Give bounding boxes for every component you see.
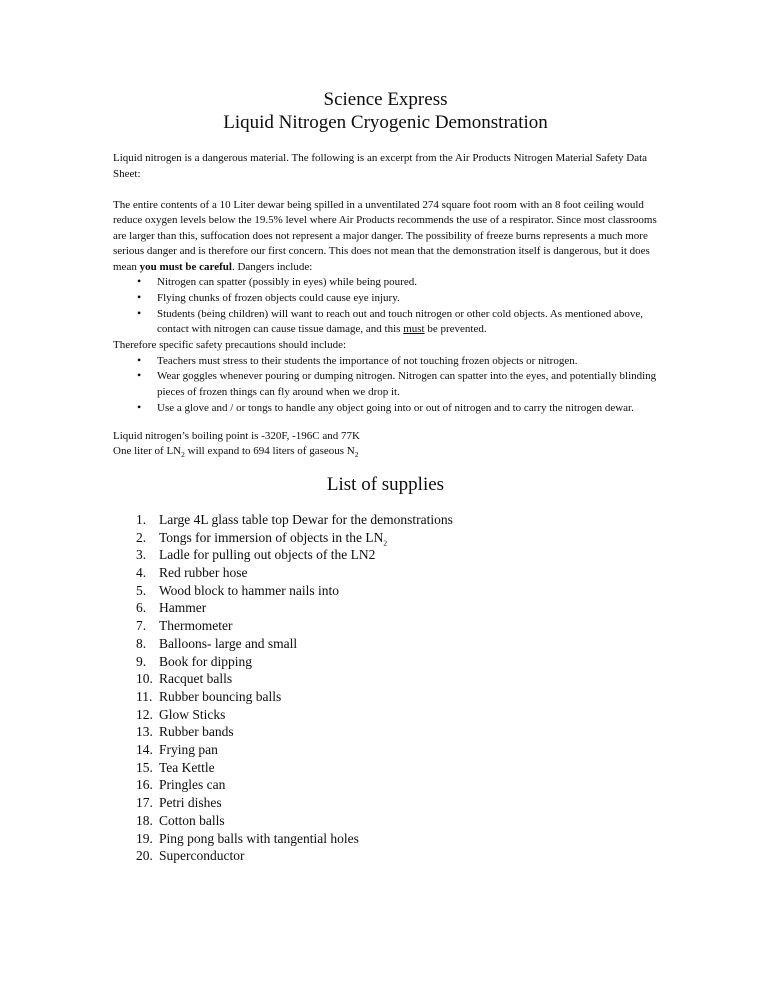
supply-item [113, 741, 658, 759]
text-segment: . Dangers include: [231, 260, 313, 273]
supply-item [113, 529, 658, 547]
item-text [159, 547, 375, 562]
item-number: 20. [136, 848, 153, 864]
item-number: 9. [136, 653, 147, 669]
supply-item [113, 564, 658, 582]
text-segment: Wear goggles whenever pouring or dumping nitrogen. Nitrogen can spatter into the eyes, and potentially blinding pieces of frozen things can fly around when we drop it. [157, 370, 657, 399]
item-text [159, 777, 225, 792]
supply-item [113, 812, 658, 830]
item-text [159, 565, 247, 580]
text-segment: Book for dipping [159, 653, 252, 669]
supply-item [113, 635, 658, 653]
item-text [159, 742, 218, 757]
title-line-2: Liquid Nitrogen Cryogenic Demonstration [223, 112, 548, 133]
text-segment: Petri dishes [159, 795, 222, 811]
bullet-item [113, 369, 658, 401]
item-number: 19. [136, 830, 153, 846]
item-text [159, 600, 206, 615]
text-segment: Rubber bouncing balls [159, 688, 282, 704]
text-segment: Ladle for pulling out objects of the LN2 [159, 547, 376, 563]
supply-item [113, 723, 658, 741]
dangers-list [113, 275, 658, 338]
text-segment: Thermometer [159, 618, 233, 634]
item-number: 2. [136, 529, 147, 545]
supply-item [113, 582, 658, 600]
item-text [159, 848, 244, 863]
supplies-list [113, 511, 658, 865]
msds-excerpt-paragraph [113, 198, 658, 276]
item-text [159, 707, 225, 722]
item-number: 10. [136, 671, 153, 687]
supply-item [113, 670, 658, 688]
item-text [159, 512, 453, 527]
text-segment: Students (being children) will want to reach out and touch nitrogen or other cold objects. As mentioned above, contact with nitrogen can cause tissue damage, and this [157, 307, 644, 336]
supply-item [113, 511, 658, 529]
text-segment: Ping pong balls with tangential holes [159, 830, 359, 846]
text-segment: Racquet balls [159, 671, 233, 687]
text-segment: Rubber bands [159, 724, 234, 740]
text-segment: Tea Kettle [159, 759, 215, 775]
text-segment: Frying pan [159, 742, 218, 758]
supply-item [113, 830, 658, 848]
text-segment: 2 [181, 450, 185, 460]
item-number: 11. [136, 688, 153, 704]
text-segment: Liquid nitrogen’s boiling point is -320F, -196C and 77K [113, 429, 360, 442]
supply-item [113, 759, 658, 777]
supply-item [113, 847, 658, 865]
item-text [157, 308, 643, 336]
nitrogen-facts [113, 429, 658, 460]
bullet-item [113, 307, 658, 339]
item-text [159, 795, 222, 810]
text-segment: will expand to 694 liters of gaseous N [184, 445, 355, 458]
item-text [159, 529, 388, 548]
item-number: 4. [136, 564, 147, 580]
item-number: 15. [136, 759, 153, 775]
item-number: 12. [136, 706, 153, 722]
boiling-point-fact [113, 429, 658, 445]
text-segment: Flying chunks of frozen objects could cause eye injury. [157, 291, 400, 304]
item-number: 17. [136, 795, 153, 811]
text-segment: Large 4L glass table top Dewar for the demonstrations [159, 511, 453, 527]
text-segment: 2 [383, 538, 388, 548]
bullet-item [113, 275, 658, 291]
bullet-item [113, 354, 658, 370]
precautions-list [113, 354, 658, 417]
text-segment: be prevented. [424, 323, 487, 336]
item-text [159, 583, 339, 598]
item-text [159, 760, 215, 775]
supply-item [113, 599, 658, 617]
item-text [157, 355, 577, 367]
supply-item [113, 794, 658, 812]
item-text [159, 636, 297, 651]
item-number: 1. [136, 511, 147, 527]
text-segment: Tongs for immersion of objects in the LN [159, 529, 384, 545]
item-number: 16. [136, 777, 153, 793]
expansion-fact [113, 444, 658, 460]
item-number: 6. [136, 600, 147, 616]
item-text [159, 689, 281, 704]
supply-item [113, 653, 658, 671]
supply-item [113, 706, 658, 724]
item-text [157, 292, 400, 304]
title-line-1: Science Express [323, 89, 448, 110]
text-segment: Balloons- large and small [159, 635, 298, 651]
text-segment: Superconductor [159, 848, 245, 864]
item-text [159, 813, 225, 828]
item-text [159, 831, 359, 846]
supply-item [113, 546, 658, 564]
document-title [113, 88, 658, 134]
text-segment: Pringles can [159, 777, 226, 793]
text-segment: Wood block to hammer nails into [159, 582, 340, 598]
precautions-intro: Therefore specific safety precautions should include: [113, 339, 347, 352]
item-number: 5. [136, 582, 147, 598]
item-text [159, 671, 232, 686]
supply-item [113, 617, 658, 635]
supply-item [113, 776, 658, 794]
item-number: 18. [136, 812, 153, 828]
text-segment: Teachers must stress to their students the importance of not touching frozen objects or nitrogen. [157, 354, 578, 367]
item-number: 7. [136, 618, 147, 634]
supply-item [113, 688, 658, 706]
text-segment: Use a glove and / or tongs to handle any object going into or out of nitrogen and to carry the nitrogen dewar. [157, 402, 634, 415]
item-text [157, 402, 634, 414]
text-segment: Cotton balls [159, 812, 225, 828]
supplies-heading: List of supplies [326, 473, 445, 495]
text-segment: you must be careful [139, 260, 232, 273]
text-segment: The entire contents of a 10 Liter dewar being spilled in a unventilated 274 square foot room with an 8 foot ceiling would reduce oxygen levels below the 19.5% level where Air Products recommends the use of a respirator. Since most classrooms are larger than this, suffocation does not represent a major danger. The possibility of freeze burns represents a much more serious danger and is therefore our first concern. This does not mean that the demonstration itself is dangerous, but it does mean [113, 198, 657, 273]
intro-paragraph: Liquid nitrogen is a dangerous material. The following is an excerpt from the Air Products Nitrogen Material Safety Data Sheet: [113, 152, 648, 180]
item-text [159, 654, 252, 669]
text-segment: must [403, 323, 425, 336]
item-number: 13. [136, 724, 153, 740]
text-segment: 2 [354, 450, 359, 460]
text-segment: One liter of LN [113, 445, 182, 458]
item-text [157, 276, 417, 288]
text-segment: Hammer [159, 600, 207, 616]
item-number: 8. [136, 635, 147, 651]
bullet-item [113, 291, 658, 307]
item-text [159, 618, 232, 633]
item-number: 3. [136, 547, 147, 563]
item-text [159, 724, 234, 739]
item-number: 14. [136, 742, 153, 758]
text-segment: Nitrogen can spatter (possibly in eyes) while being poured. [157, 276, 417, 288]
bullet-item [113, 401, 658, 417]
text-segment: Red rubber hose [159, 564, 248, 580]
item-text [157, 370, 656, 398]
text-segment: Glow Sticks [159, 706, 226, 722]
